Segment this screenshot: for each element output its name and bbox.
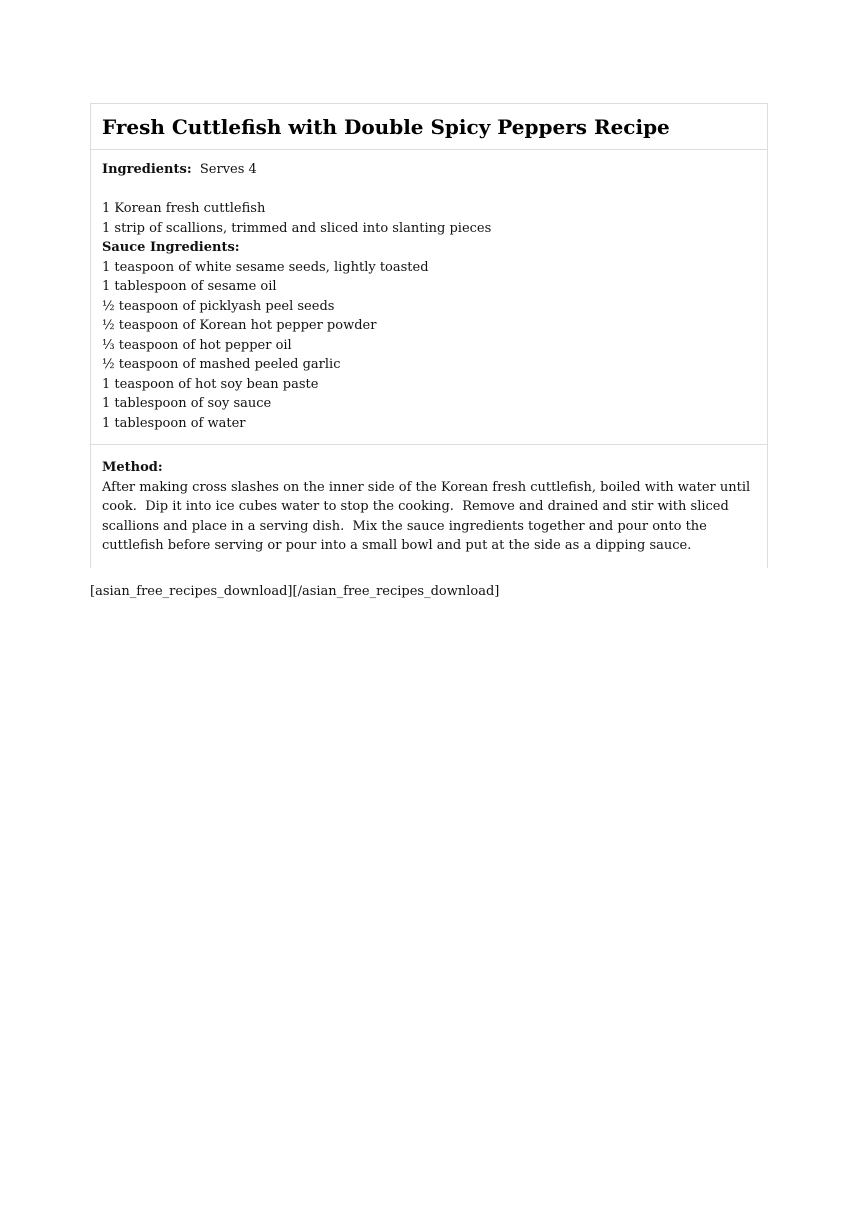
ingredients-label: Ingredients:: [102, 162, 192, 177]
method-text: After making cross slashes on the inner side of the Korean fresh cuttlefish, boiled with water until cook. Dip it into ice cubes water to stop the cooking. Remove and drained and stir with sliced scallions and place in a serving dish. Mix the sauce ingredients together and pour onto the cuttlefish before serving or pour into a small bowl and put at the side as a dipping sauce.: [102, 479, 755, 553]
title-section: [91, 104, 767, 150]
recipe-title: Fresh Cuttlefish with Double Spicy Peppers Recipe: [102, 115, 670, 139]
sauce-ingredient-item: ⅓ teaspoon of hot pepper oil: [102, 337, 292, 353]
sauce-ingredient-item: 1 teaspoon of hot soy bean paste: [102, 376, 319, 392]
ingredient-item: 1 Korean fresh cuttlefish: [102, 201, 266, 216]
serves-text: Serves 4: [199, 162, 257, 177]
sauce-ingredient-item: 1 tablespoon of water: [102, 415, 246, 431]
sauce-ingredients-label: Sauce Ingredients:: [102, 240, 240, 255]
sauce-ingredient-item: 1 tablespoon of soy sauce: [102, 396, 272, 411]
ingredient-item: 1 strip of scallions, trimmed and sliced into slanting pieces: [102, 220, 492, 236]
ingredients-section: [91, 150, 767, 445]
method-label: Method:: [102, 460, 163, 475]
download-shortcode: [asian_free_recipes_download][/asian_free_recipes_download]: [90, 584, 500, 599]
sauce-ingredient-item: 1 tablespoon of sesame oil: [102, 279, 277, 294]
sauce-ingredient-item: ½ teaspoon of mashed peeled garlic: [102, 357, 341, 372]
sauce-ingredient-item: ½ teaspoon of picklyash peel seeds: [102, 298, 335, 314]
method-section: [91, 445, 767, 568]
sauce-ingredient-item: 1 teaspoon of white sesame seeds, lightly toasted: [102, 259, 429, 275]
sauce-ingredient-item: ½ teaspoon of Korean hot pepper powder: [102, 318, 377, 333]
recipe-card: [90, 103, 768, 568]
ingredients-header: [102, 160, 756, 180]
